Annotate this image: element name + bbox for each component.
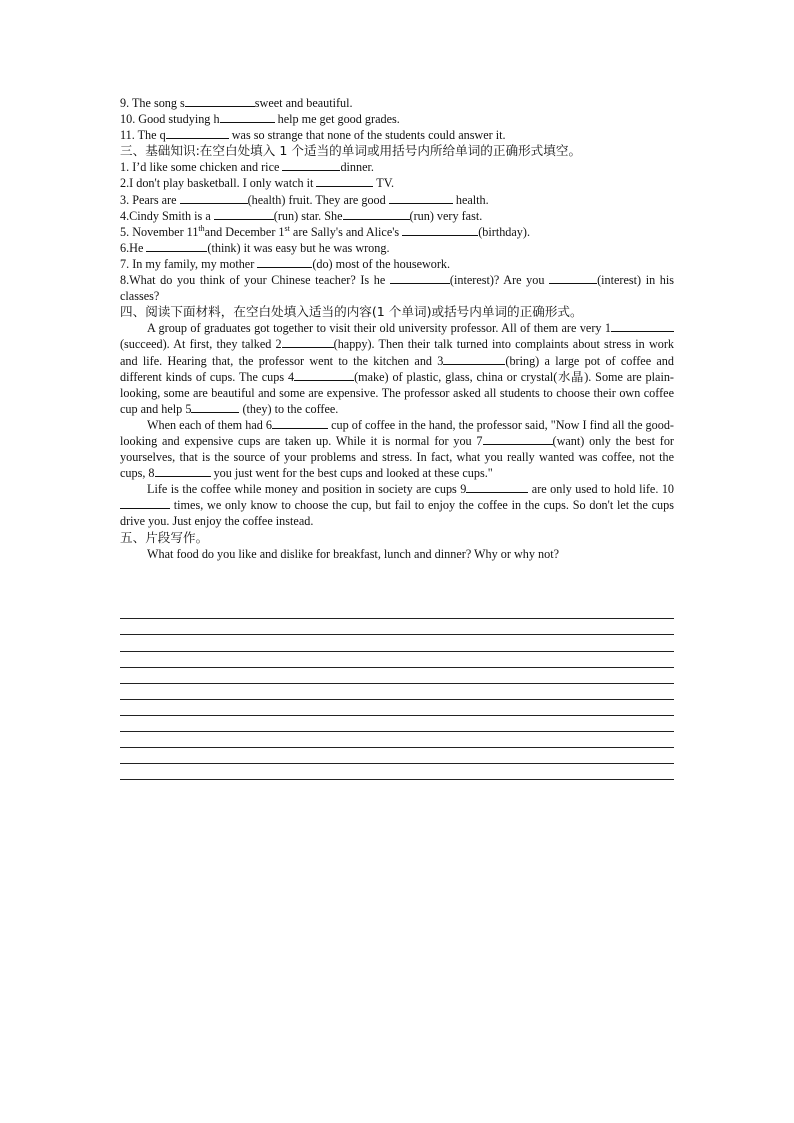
p3-question-7: 7. In my family, my mother (do) most of the housework.	[120, 256, 451, 271]
writing-line[interactable]	[120, 683, 674, 684]
writing-prompt: What food do you like and dislike for breakfast, lunch and dinner? Why or why not?	[147, 546, 560, 561]
question-11: 11. The q was so strange that none of the students could answer it.	[120, 128, 506, 143]
passage-paragraph-1: A group of graduates got together to visit their old university professor. All of them are very 1(succeed). At first, they talked 2 (happy). Then their talk turned into complaints about stress in work and life. Hearing that, the professor went to the kitchen and 3 (bring) a large pot of coffee and different kinds of cups. The cups 4 (make) of plastic, glass, china or crystal(水晶). Some are plain-looking, some are beautiful and some are expensive. The professor asked all students to choose their own coffee cup and help 5 (they) to the coffee.	[120, 321, 674, 416]
p3-question-2: 2.I don't play basketball. I only watch it TV.	[120, 176, 395, 191]
section-5-heading: 五、片段写作。	[120, 529, 209, 545]
blank[interactable]	[316, 175, 373, 187]
blank[interactable]	[390, 272, 450, 284]
section-3-heading: 三、基础知识:在空白处填入 1 个适当的单词或用括号内所给单词的正确形式填空。	[120, 143, 582, 159]
writing-line[interactable]	[120, 715, 674, 716]
blank-4[interactable]	[294, 369, 354, 381]
p3-question-1: 1. I’d like some chicken and rice dinner.	[120, 160, 374, 175]
blank[interactable]	[180, 192, 248, 204]
question-10: 10. Good studying h help me get good grades.	[120, 112, 400, 127]
writing-line[interactable]	[120, 699, 674, 700]
writing-line[interactable]	[120, 731, 674, 732]
writing-line[interactable]	[120, 779, 674, 780]
passage-paragraph-3: Life is the coffee while money and position in society are cups 9 are only used to hold life. 10 times, we only know to choose the cup, but fail to enjoy the coffee in the cups. So don't let the cups drive you. Just enjoy the coffee instead.	[120, 482, 675, 529]
blank-7[interactable]	[483, 433, 553, 445]
blank[interactable]	[343, 208, 410, 220]
blank[interactable]	[220, 111, 275, 123]
blank[interactable]	[257, 256, 312, 268]
blank-6[interactable]	[272, 417, 328, 429]
blank[interactable]	[549, 272, 597, 284]
p3-question-6: 6.He (think) it was easy but he was wrong.	[120, 240, 390, 255]
blank-5[interactable]	[191, 401, 239, 413]
blank[interactable]	[166, 127, 229, 139]
section-4-heading: 四、阅读下面材料，在空白处填入适当的内容(1 个单词)或括号内单词的正确形式。	[120, 304, 583, 320]
worksheet-page	[120, 95, 674, 562]
p3-question-4: 4.Cindy Smith is a (run) star. She (run) very fast.	[120, 208, 483, 223]
blank[interactable]	[402, 224, 478, 236]
writing-line[interactable]	[120, 667, 674, 668]
writing-line[interactable]	[120, 763, 674, 764]
blank-9[interactable]	[466, 481, 528, 493]
blank-3[interactable]	[443, 353, 505, 365]
blank[interactable]	[146, 240, 207, 252]
blank-1[interactable]	[611, 320, 674, 332]
question-9: 9. The song s sweet and beautiful.	[120, 96, 353, 110]
p3-question-5: 5. November 11thand December 1st are Sally's and Alice's (birthday).	[120, 223, 530, 239]
blank-10[interactable]	[120, 497, 170, 509]
writing-line[interactable]	[120, 618, 674, 619]
writing-line[interactable]	[120, 634, 674, 635]
writing-line[interactable]	[120, 651, 674, 652]
blank-8[interactable]	[155, 465, 211, 477]
passage-paragraph-2: When each of them had 6 cup of coffee in the hand, the professor said, "Now I find all the good-looking and expensive cups are taken up. While it is normal for you 7 (want) only the best for yourselves, that is the source of your problems and stress. In fact, what you really wanted was coffee, not the cups, 8 you just went for the best cups and looked at these cups."	[120, 417, 674, 481]
blank[interactable]	[389, 192, 453, 204]
p3-question-3: 3. Pears are (health) fruit. They are good health.	[120, 192, 489, 207]
blank-2[interactable]	[282, 336, 334, 348]
blank[interactable]	[214, 208, 274, 220]
blank[interactable]	[282, 159, 340, 171]
writing-line[interactable]	[120, 747, 674, 748]
p3-question-8: 8.What do you think of your Chinese teacher? Is he (interest)? Are you (interest) in his classes?	[120, 273, 675, 304]
blank[interactable]	[185, 95, 255, 107]
